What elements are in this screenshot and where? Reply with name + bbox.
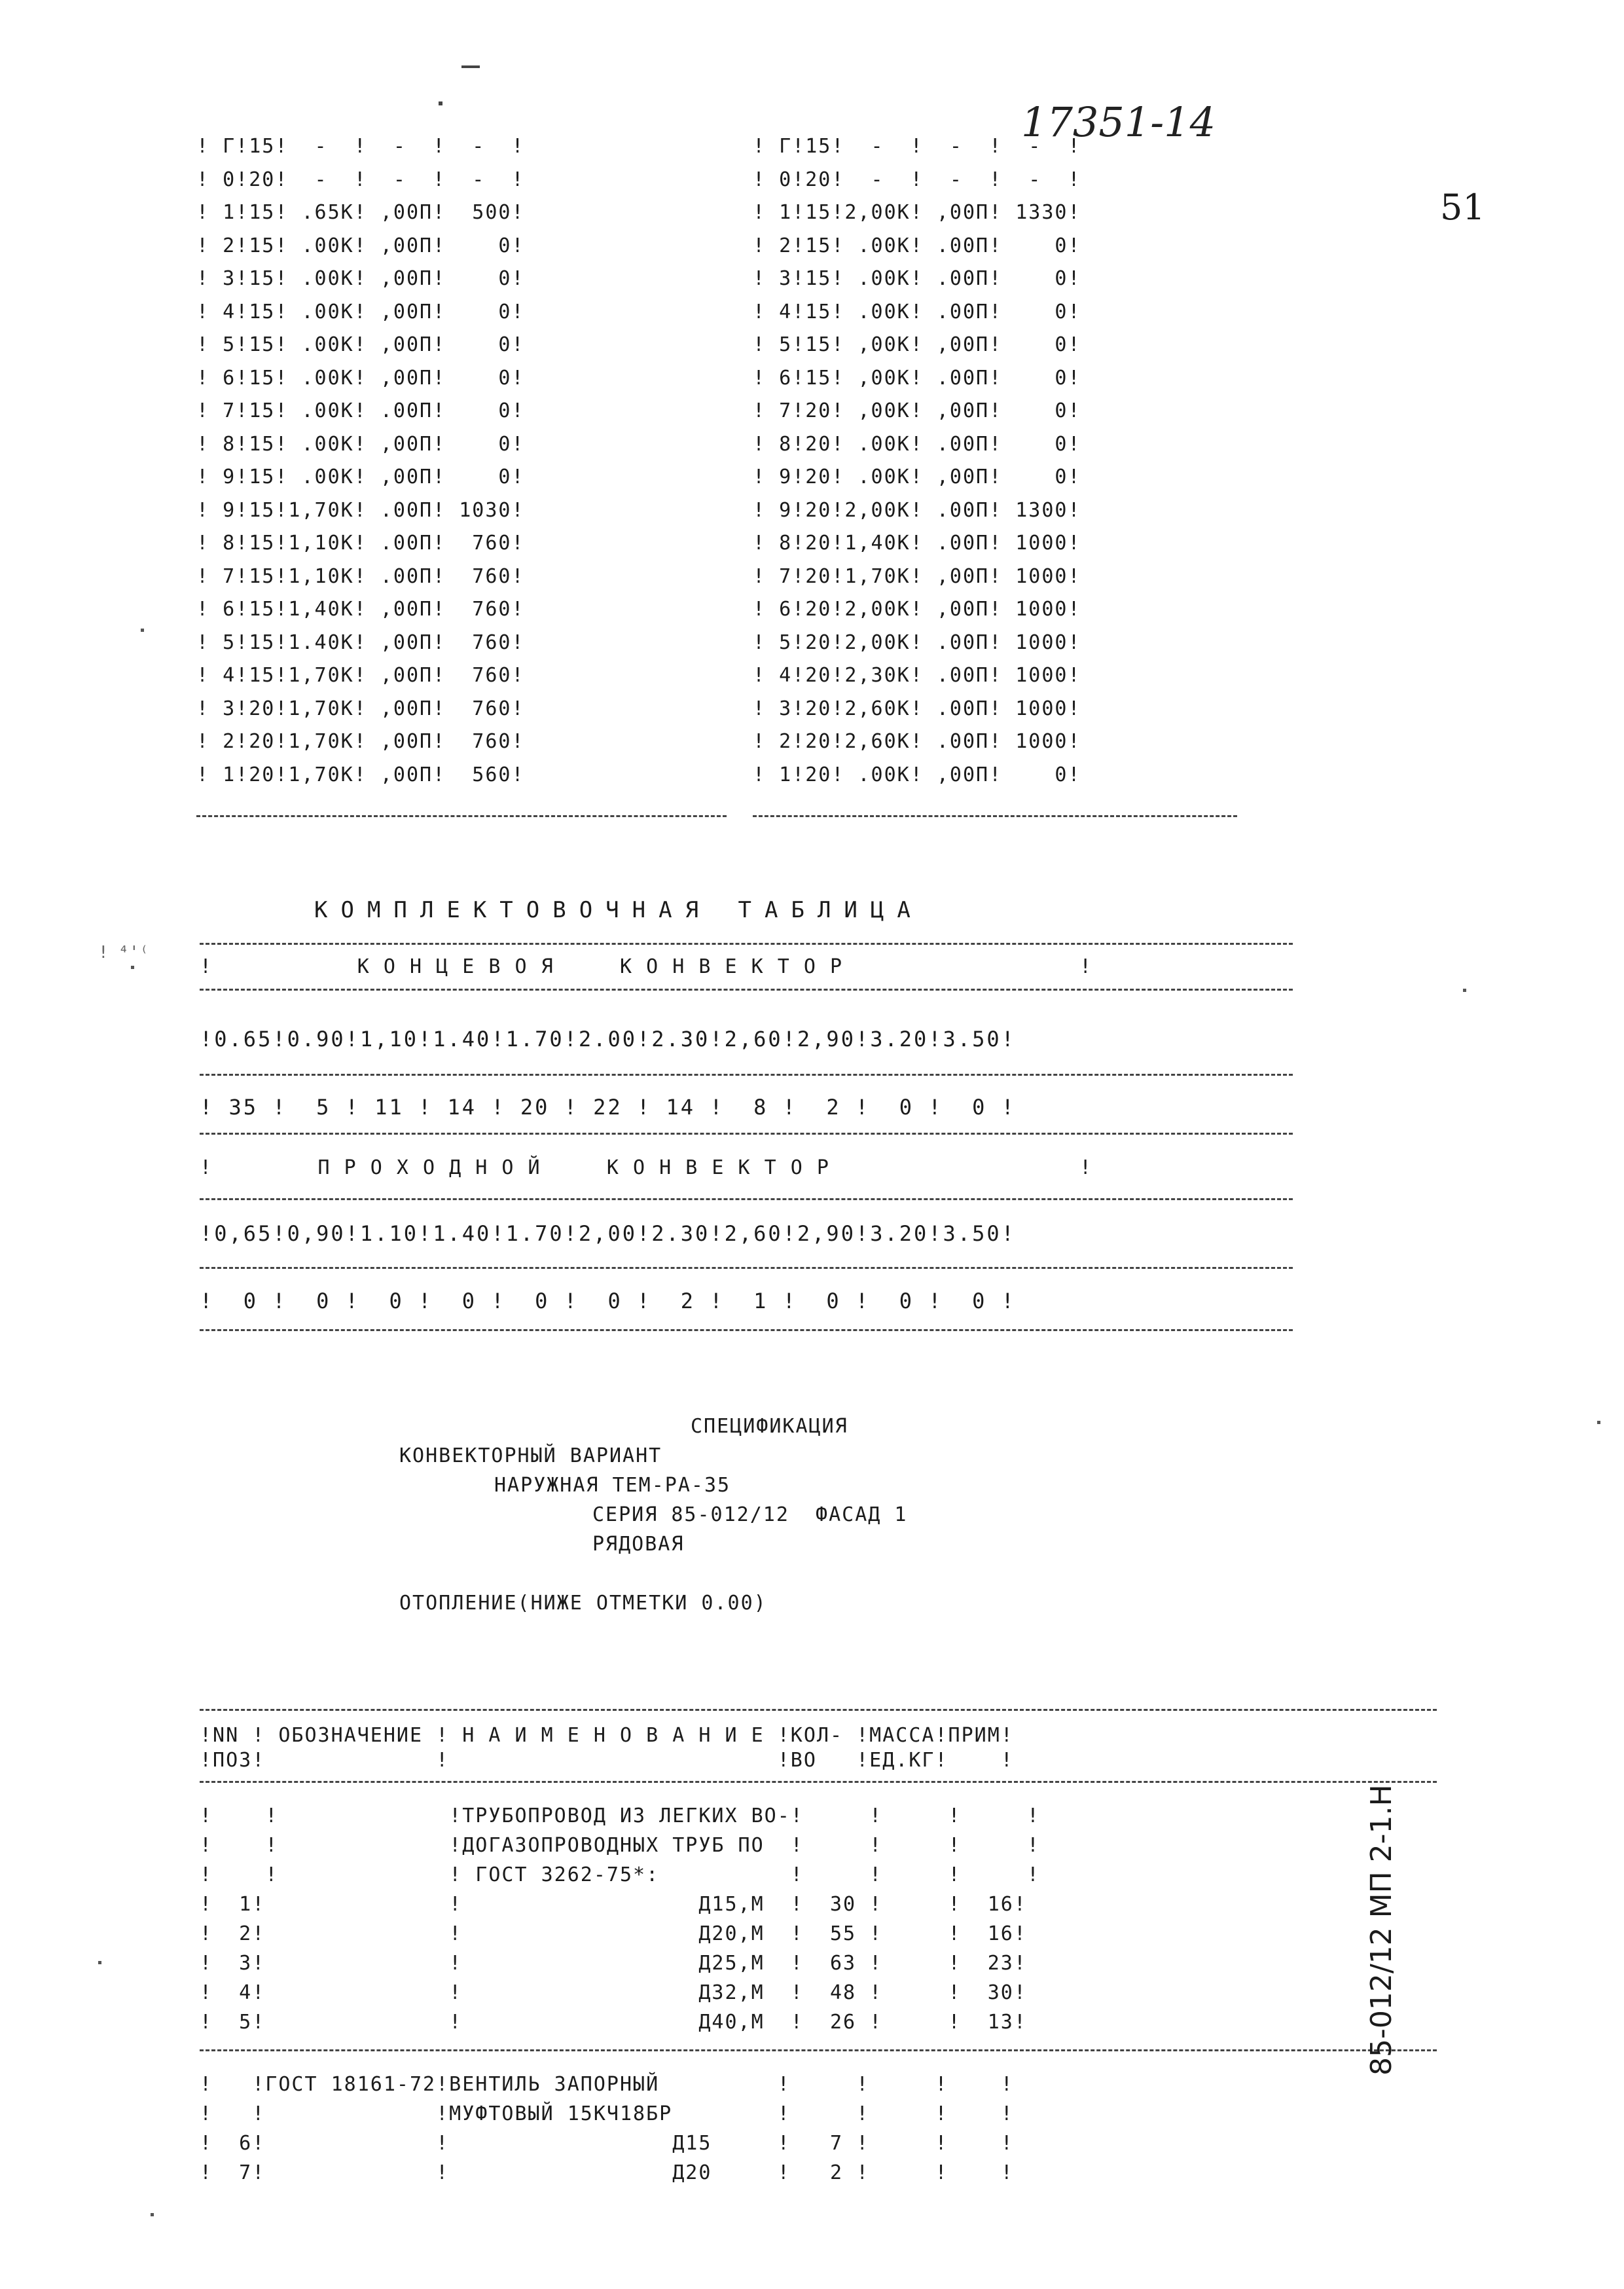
top-table-row: ! 0!20! - ! - ! - !	[753, 168, 1081, 191]
top-table-row: ! 5!15! ,00К! ,00П! 0!	[753, 333, 1081, 356]
kit-rule	[200, 943, 1293, 945]
spec-rule	[200, 1709, 1437, 1711]
spec-row: ! 6! ! Д15 ! 7 ! ! !	[200, 2132, 1014, 2155]
top-table-row: ! 2!20!2,60К! .00П! 1000!	[753, 730, 1081, 753]
spec-row: ! 5! ! Д40,М ! 26 ! ! 13!	[200, 2011, 1027, 2034]
top-table-row: ! 4!15! .00К! .00П! 0!	[753, 300, 1081, 323]
kit-end-counts: ! 35 ! 5 ! 11 ! 14 ! 20 ! 22 ! 14 ! 8 ! 2 ! 0 ! 0 !	[200, 1095, 1016, 1120]
stray-dot	[141, 629, 144, 632]
kit-rule	[200, 1074, 1293, 1076]
stray-dot	[1463, 989, 1466, 992]
stray-mark	[461, 65, 480, 68]
top-table-row: ! 9!15! .00К! ,00П! 0!	[196, 466, 525, 488]
stray-dot	[98, 1961, 101, 1964]
top-table-row: ! 8!20! .00К! .00П! 0!	[753, 432, 1081, 456]
top-table-row: ! 6!15!1,40К! ,00П! 760!	[196, 598, 525, 621]
document-number: 17351-14	[1021, 98, 1216, 146]
top-table-row: ! 8!15!1,10К! .00П! 760!	[196, 532, 525, 555]
top-table-row: ! 7!15! .00К! .00П! 0!	[196, 399, 525, 422]
stray-dot	[131, 966, 134, 969]
top-table-row: ! 3!20!1,70К! ,00П! 760!	[196, 697, 525, 720]
top-table-row: ! 9!20!2,00К! .00П! 1300!	[753, 498, 1081, 522]
kit-rule	[200, 1133, 1293, 1135]
top-table-row: ! 8!20!1,40К! .00П! 1000!	[753, 532, 1081, 555]
top-table-row: ! Г!15! - ! - ! - !	[753, 135, 1081, 158]
kit-pass-sizes: !0,65!0,90!1.10!1.40!1.70!2,00!2.30!2,60!2,90!3.20!3.50!	[200, 1221, 1016, 1246]
top-table-row: ! 2!15! .00К! ,00П! 0!	[196, 234, 525, 257]
top-table-row: ! 3!15! .00К! ,00П! 0!	[196, 267, 525, 290]
stray-dot	[1597, 1421, 1600, 1424]
top-table-row: ! 4!15!1,70К! ,00П! 760!	[196, 664, 525, 687]
top-table-row: ! 6!20!2,00К! ,00П! 1000!	[753, 598, 1081, 621]
stray-dot	[151, 2213, 154, 2216]
kit-pass-counts: ! 0 ! 0 ! 0 ! 0 ! 0 ! 0 ! 2 ! 1 ! 0 ! 0 ! 0 !	[200, 1289, 1016, 1313]
top-table-row: ! 3!15! .00К! .00П! 0!	[753, 267, 1081, 290]
spec-row: ! 4! ! Д32,М ! 48 ! ! 30!	[200, 1981, 1027, 2004]
spec-header-row1: !NN ! ОБОЗНАЧЕНИЕ ! Н А И М Е Н О В А Н И Е !КОЛ- !МАССА!ПРИМ!	[200, 1724, 1014, 1747]
page-number: 51	[1440, 187, 1485, 228]
top-table-row: ! 1!20! .00К! ,00П! 0!	[753, 763, 1081, 786]
top-table-row: ! 0!20! - ! - ! - !	[196, 168, 525, 191]
top-table-row: ! 1!15! .65К! ,00П! 500!	[196, 201, 525, 224]
spec-row: ! ! !ТРУБОПРОВОД ИЗ ЛЕГКИХ ВО-! ! ! !	[200, 1804, 1040, 1827]
top-table-row: ! 7!20!1,70К! ,00П! 1000!	[753, 564, 1081, 588]
spec-variant: КОНВЕКТОРНЫЙ ВАРИАНТ	[399, 1444, 662, 1467]
top-table-row: ! 9!15!1,70К! .00П! 1030!	[196, 498, 525, 522]
kit-rule	[200, 1329, 1293, 1331]
kit-table-title: КОМПЛЕКТОВОЧНАЯ ТАБЛИЦА	[314, 897, 924, 923]
top-table-row: ! Г!15! - ! - ! - !	[196, 135, 525, 158]
top-table-row: ! 7!20! ,00К! ,00П! 0!	[753, 399, 1081, 422]
top-table-left-bottom-rule	[196, 815, 727, 817]
spec-title: СПЕЦИФИКАЦИЯ	[691, 1415, 848, 1438]
top-table-row: ! 6!15! ,00К! .00П! 0!	[753, 366, 1081, 390]
top-table-row: ! 1!15!2,00К! ,00П! 1330!	[753, 201, 1081, 224]
margin-mark: ! ⁴'⁽	[98, 943, 150, 962]
kit-pass-header: ! П Р О Х О Д Н О Й К О Н В Е К Т О Р !	[200, 1156, 1093, 1179]
spec-row-type: РЯДОВАЯ	[592, 1533, 685, 1556]
kit-end-sizes: !0.65!0.90!1,10!1.40!1.70!2.00!2.30!2,60!2,90!3.20!3.50!	[200, 1027, 1016, 1052]
top-table-row: ! 9!20! .00К! ,00П! 0!	[753, 466, 1081, 488]
top-table-row: ! 6!15! .00К! ,00П! 0!	[196, 366, 525, 390]
top-table-row: ! 4!15! .00К! ,00П! 0!	[196, 300, 525, 323]
top-table-row: ! 5!15!1.40К! ,00П! 760!	[196, 631, 525, 654]
top-table-row: ! 5!15! .00К! ,00П! 0!	[196, 333, 525, 356]
top-table-row: ! 5!20!2,00К! .00П! 1000!	[753, 631, 1081, 654]
spec-outdoor-temp: НАРУЖНАЯ ТЕМ-РА-35	[494, 1474, 731, 1497]
spec-row: ! ! ! ГОСТ 3262-75*: ! ! ! !	[200, 1863, 1040, 1886]
spec-row: ! 1! ! Д15,М ! 30 ! ! 16!	[200, 1893, 1027, 1916]
spec-row: ! ! !ДОГАЗОПРОВОДНЫХ ТРУБ ПО ! ! ! !	[200, 1834, 1040, 1857]
top-table-right-bottom-rule	[753, 815, 1237, 817]
top-table-row: ! 8!15! .00К! ,00П! 0!	[196, 432, 525, 456]
spec-row: ! ! !МУФТОВЫЙ 15КЧ18БР ! ! ! !	[200, 2102, 1014, 2125]
spec-series: СЕРИЯ 85-012/12 ФАСАД 1	[592, 1503, 908, 1526]
spec-row: ! 7! ! Д20 ! 2 ! ! !	[200, 2161, 1014, 2184]
kit-rule	[200, 1198, 1293, 1200]
spec-row: ! 2! ! Д20,М ! 55 ! ! 16!	[200, 1922, 1027, 1945]
spec-header-row2: !ПОЗ! ! !ВО !ЕД.КГ! !	[200, 1749, 1014, 1772]
top-table-row: ! 4!20!2,30К! .00П! 1000!	[753, 664, 1081, 687]
spec-rule	[200, 1781, 1437, 1783]
top-table-row: ! 2!20!1,70К! ,00П! 760!	[196, 730, 525, 753]
top-table-row: ! 7!15!1,10К! .00П! 760!	[196, 564, 525, 588]
spec-row: ! !ГОСТ 18161-72!ВЕНТИЛЬ ЗАПОРНЫЙ ! ! ! !	[200, 2073, 1014, 2096]
side-stamp: 85-012/12 МП 2-1.Н	[1365, 1784, 1398, 2076]
kit-rule	[200, 1267, 1293, 1269]
top-table-row: ! 3!20!2,60К! .00П! 1000!	[753, 697, 1081, 720]
kit-rule	[200, 989, 1293, 991]
kit-end-header: ! К О Н Ц Е В О Я К О Н В Е К Т О Р !	[200, 955, 1093, 978]
spec-heating: ОТОПЛЕНИЕ(НИЖЕ ОТМЕТКИ 0.00)	[399, 1592, 767, 1615]
top-table-row: ! 2!15! .00К! .00П! 0!	[753, 234, 1081, 257]
spec-rule	[200, 2049, 1437, 2051]
top-table-row: ! 1!20!1,70К! ,00П! 560!	[196, 763, 525, 786]
spec-row: ! 3! ! Д25,М ! 63 ! ! 23!	[200, 1952, 1027, 1975]
stray-dot	[439, 101, 442, 105]
